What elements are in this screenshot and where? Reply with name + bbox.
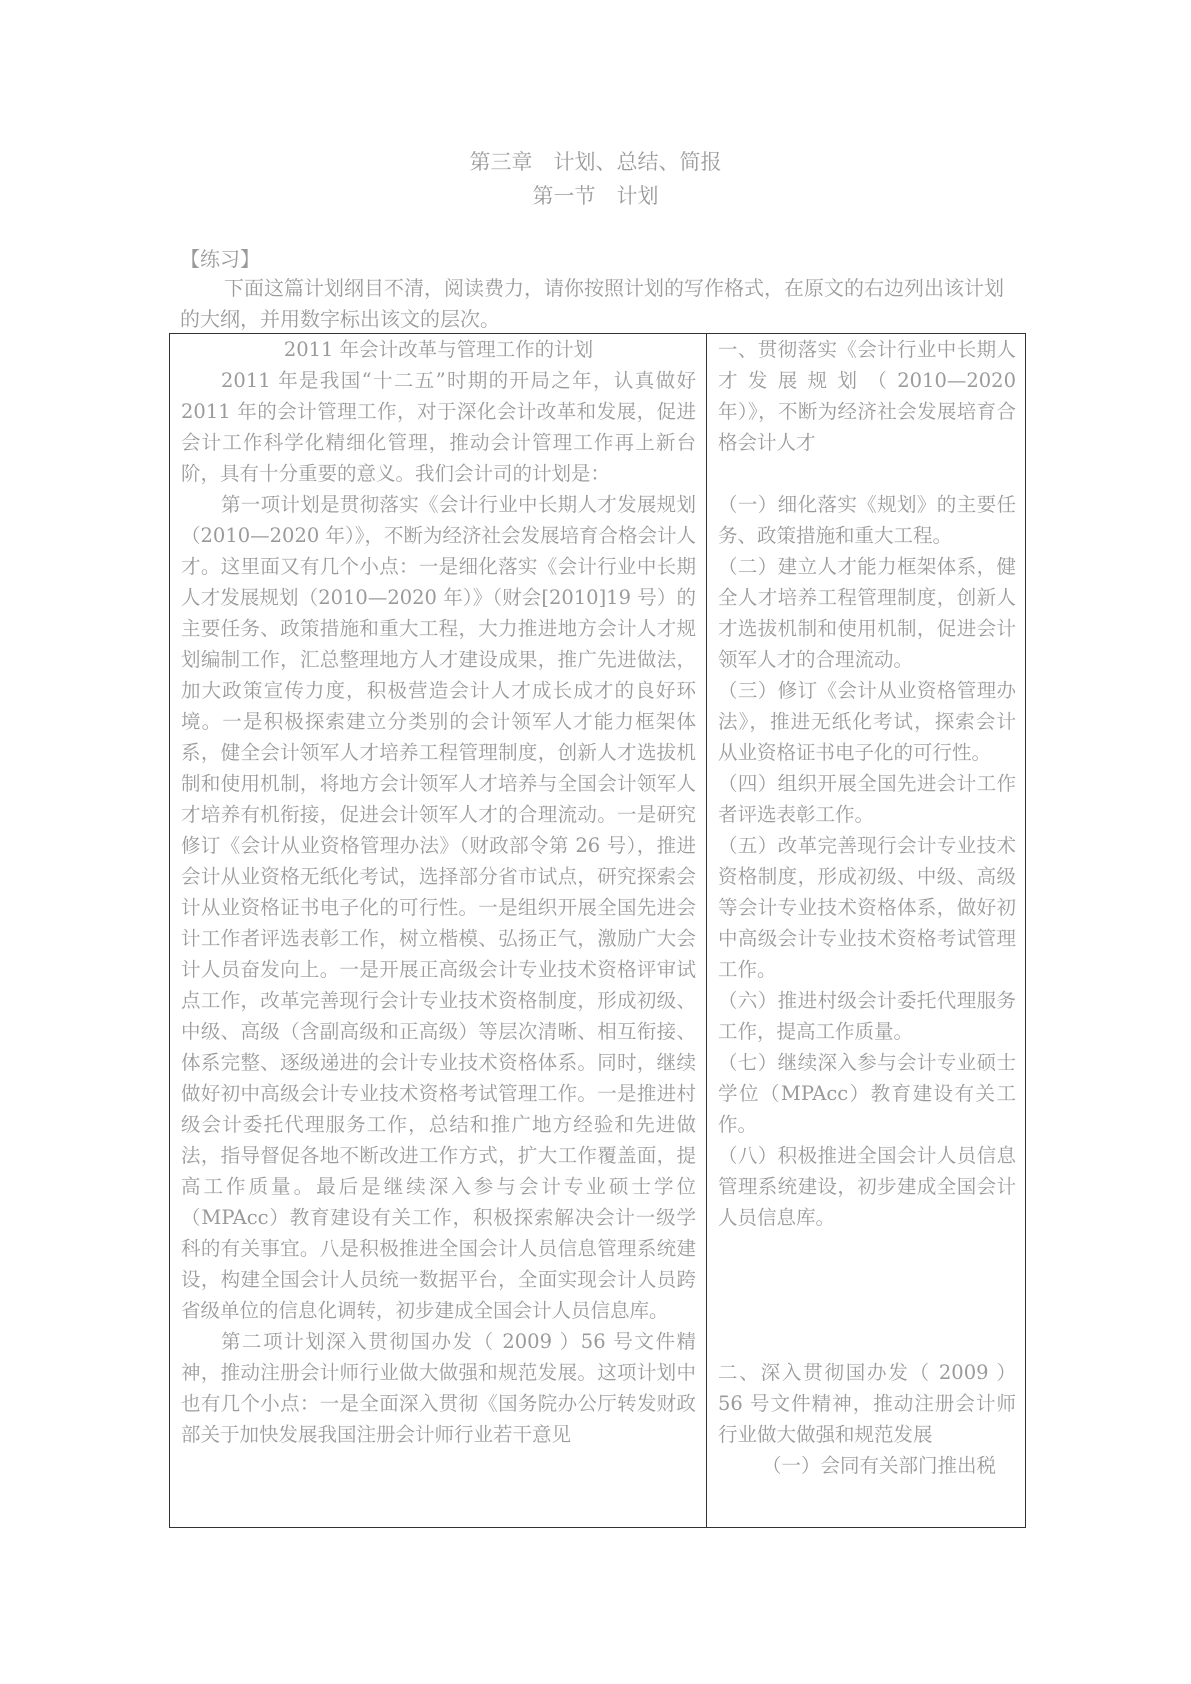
outline-subitem: （八）积极推进全国会计人员信息管理系统建设，初步建成全国会计人员信息库。 — [718, 1144, 1016, 1229]
original-paragraph-plan-2: 第二项计划深入贯彻国办发（ 2009 ）56 号文件精神，推动注册会计师行业做大做强和规范发展。这项计划中也有几个小点：一是全面深入贯彻《国务院办公厅转发财政部关于加快发展我国注册会计师行业若干意见 — [181, 1330, 696, 1446]
original-paragraph-plan-1: 第一项计划是贯彻落实《会计行业中长期人才发展规划（2010—2020 年）》，不断为经济社会发展培育合格会计人才。这里面又有几个小点：一是细化落实《会计行业中长期人才发展规划（2010—2020 年）》（财会[2010]19 号）的主要任务、政策措施和重大工程，大力推进地方会计人才规划编制工作，汇总整理地方人才建设成果，推广先进做法，加大政策宣传力度，积极营造会计人才成长成才的良好环境。一是积极探索建立分类别的会计领军人才能力框架体系，健全会计领军人才培养工程管理制度，创新人才选拔机制和使用机制，将地方会计领军人才培养与全国会计领军人才培养有机衔接，促进会计领军人才的合理流动。一是研究修订《会计从业资格管理办法》（财政部令第 26 号），推进会计从业资格无纸化考试，选择部分省市试点，研究探索会计从业资格证书电子化的可行性。一是组织开展全国先进会计工作者评选表彰工作，树立楷模、弘扬正气，激励广大会计人员奋发向上。一是开展正高级会计专业技术资格评审试点工作，改革完善现行会计专业技术资格制度，形成初级、中级、高级（含副高级和正高级）等层次清晰、相互衔接、体系完整、逐级递进的会计专业技术资格体系。同时，继续做好初中高级会计专业技术资格考试管理工作。一是推进村级会计委托代理服务工作，总结和推广地方经验和先进做法，指导督促各地不断改进工作方式，扩大工作覆盖面，提高工作质量。最后是继续深入参与会计专业硕士学位（MPAcc）教育建设有关工作，积极探索解决会计一级学科的有关事宜。八是积极推进全国会计人员信息管理系统建设，构建全国会计人员统一数据平台，全面实现会计人员跨省级单位的信息化调转，初步建成全国会计人员信息库。 — [181, 493, 696, 1322]
outline-spacer — [718, 1233, 1016, 1357]
outline-subitem: （一）细化落实《规划》的主要任务、政策措施和重大工程。 — [718, 493, 1016, 547]
outline-item-2: 二、深入贯彻国办发（ 2009 ）56 号文件精神，推动注册会计师行业做大做强和规范发展 — [718, 1361, 1016, 1446]
comparison-table — [169, 333, 1026, 1528]
outline-subitem: （六）推进村级会计委托代理服务工作，提高工作质量。 — [718, 989, 1016, 1043]
original-text-column — [170, 334, 707, 1527]
original-paragraph-intro: 2011 年是我国“十二五”时期的开局之年，认真做好 2011 年的会计管理工作，对于深化会计改革和发展，促进会计工作科学化精细化管理，推动会计管理工作再上新台阶，具有十分重要的意义。我们会计司的计划是： — [181, 369, 696, 485]
chapter-title: 第三章 计划、总结、简报 — [469, 150, 722, 174]
outline-column — [707, 334, 1025, 1527]
outline-item-1: 一、贯彻落实《会计行业中长期人才发展规划（2010—2020 年）》，不断为经济社会发展培育合格会计人才 — [718, 338, 1016, 454]
section-title: 第一节 计划 — [532, 184, 659, 208]
outline-subitem: （三）修订《会计从业资格管理办法》，推进无纸化考试，探索会计从业资格证书电子化的可行性。 — [718, 679, 1016, 764]
outline-subitem: （二）建立人才能力框架体系，健全人才培养工程管理制度，创新人才选拔机制和使用机制，促进会计领军人才的合理流动。 — [718, 555, 1016, 671]
outline-item-2-subitem: （一）会同有关部门推出税 — [762, 1454, 997, 1477]
outline-subitem: （七）继续深入参与会计专业硕士学位（MPAcc）教育建设有关工作。 — [718, 1051, 1016, 1136]
outline-spacer — [718, 458, 1016, 489]
exercise-instructions: 下面这篇计划纲目不清，阅读费力，请你按照计划的写作格式，在原文的右边列出该计划的大纲，并用数字标出该文的层次。 — [180, 276, 1004, 331]
outline-subitem: （四）组织开展全国先进会计工作者评选表彰工作。 — [718, 772, 1016, 826]
original-heading: 2011 年会计改革与管理工作的计划 — [283, 338, 594, 361]
exercise-label: 【练习】 — [180, 247, 260, 271]
outline-subitem: （五）改革完善现行会计专业技术资格制度，形成初级、中级、高级等会计专业技术资格体系，做好初中高级会计专业技术资格考试管理工作。 — [718, 834, 1016, 981]
